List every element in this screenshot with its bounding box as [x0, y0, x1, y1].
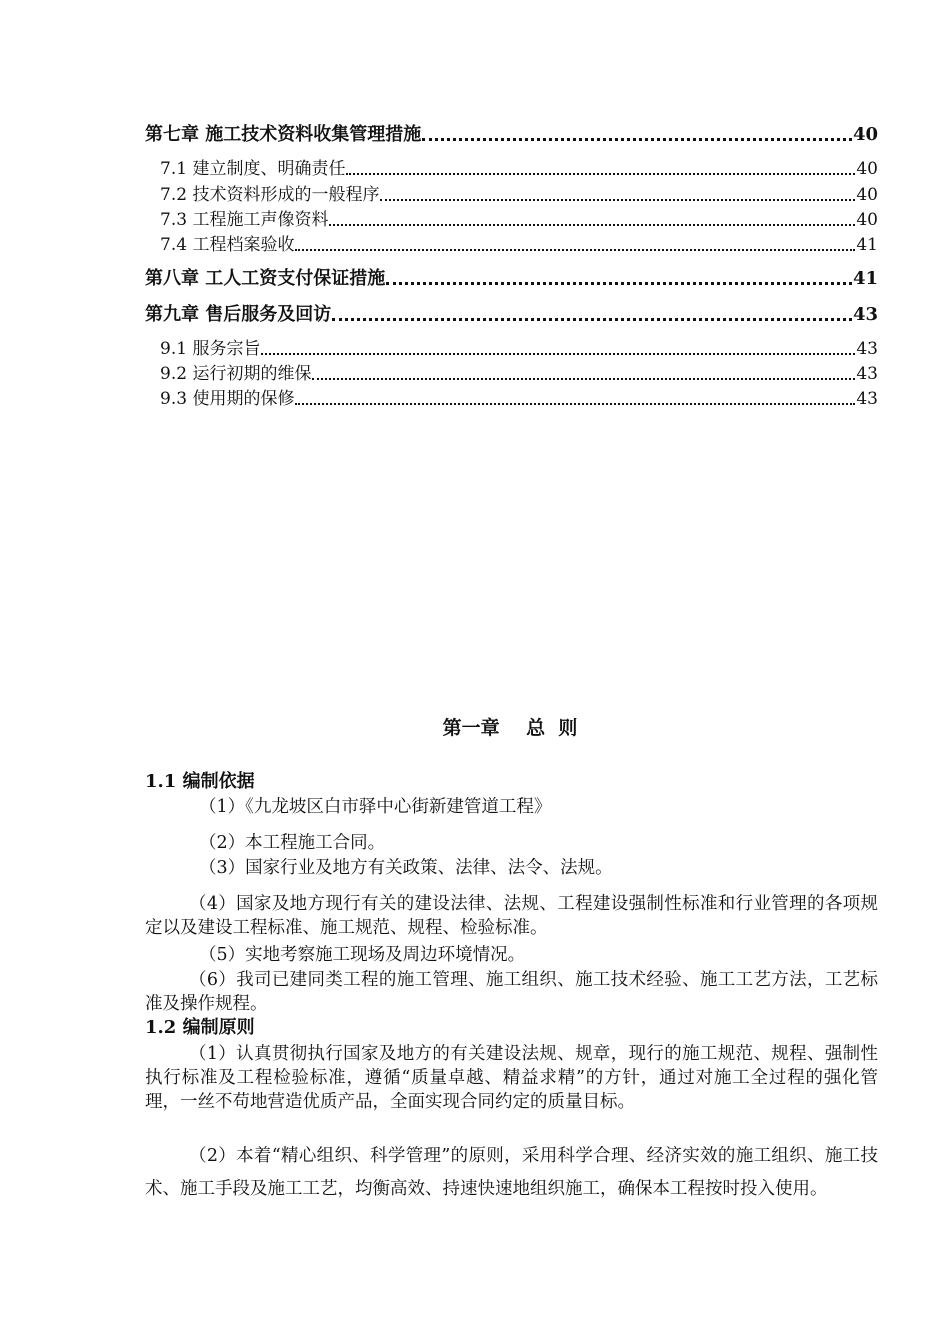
toc-entry-title: 第七章 施工技术资料收集管理措施 [145, 124, 422, 145]
toc-entry-chapter-8[interactable] [145, 268, 878, 290]
toc-leader-dots [329, 224, 855, 226]
toc-entry-section-9-3[interactable] [160, 388, 878, 410]
toc-entry-page: 40 [856, 210, 878, 230]
toc-leader-dots [422, 138, 852, 141]
toc-entry-section-9-2[interactable] [160, 363, 878, 385]
toc-entry-title: 9.3 使用期的保修 [160, 389, 295, 409]
section-heading-1-1: 1.1 编制依据 [145, 771, 255, 792]
basis-item-6: （6）我司已建同类工程的施工管理、施工组织、施工技术经验、施工工艺方法，工艺标准及操作规程。 [145, 970, 878, 1014]
toc-leader-dots [346, 173, 855, 175]
basis-item-4: （4）国家及地方现行有关的建设法律、法规、工程建设强制性标准和行业管理的各项规定以及建设工程标准、施工规范、规程、检验标准。 [145, 894, 878, 938]
principle-item-2: （2）本着“精心组织、科学管理”的原则，采用科学合理、经济实效的施工组织、施工技术、施工手段及施工工艺，均衡高效、持速快速地组织施工，确保本工程按时投入使用。 [145, 1146, 878, 1199]
toc-entry-title: 9.2 运行初期的维保 [160, 364, 312, 384]
toc-entry-page: 40 [852, 124, 878, 145]
toc-entry-title: 7.1 建立制度、明确责任 [160, 159, 346, 179]
principle-item-1: （1）认真贯彻执行国家及地方的有关建设法规、规章，现行的施工规范、规程、强制性执行标准及工程检验标准，遵循“质量卓越、精益求精”的方针，通过对施工全过程的强化管理，一丝不苟地营造优质产品，全面实现合同约定的质量目标。 [145, 1044, 878, 1112]
toc-entry-title: 9.1 服务宗旨 [160, 339, 261, 359]
toc-entry-section-7-3[interactable] [160, 209, 878, 231]
toc-leader-dots [295, 249, 855, 251]
toc-entry-title: 7.4 工程档案验收 [160, 235, 295, 255]
toc-entry-section-7-4[interactable] [160, 234, 878, 256]
toc-entry-page: 40 [856, 185, 878, 205]
toc-leader-dots [312, 378, 855, 380]
toc-entry-page: 43 [856, 339, 878, 359]
toc-entry-page: 43 [856, 389, 878, 409]
basis-item-2: （2）本工程施工合同。 [199, 833, 386, 853]
toc-entry-title: 7.2 技术资料形成的一般程序 [160, 185, 380, 205]
toc-entry-section-7-2[interactable] [160, 184, 878, 206]
toc-entry-title: 第九章 售后服务及回访 [145, 304, 332, 325]
toc-leader-dots [261, 353, 855, 355]
toc-leader-dots [332, 318, 852, 321]
toc-entry-title: 第八章 工人工资支付保证措施 [145, 268, 386, 289]
toc-entry-chapter-7[interactable] [145, 124, 878, 146]
toc-entry-chapter-9[interactable] [145, 304, 878, 326]
toc-leader-dots [295, 403, 855, 405]
basis-item-1: （1）《九龙坡区白市驿中心街新建管道工程》 [199, 797, 552, 817]
toc-entry-page: 40 [856, 159, 878, 179]
toc-leader-dots [386, 282, 852, 285]
toc-entry-section-7-1[interactable] [160, 158, 878, 180]
basis-item-5: （5）实地考察施工现场及周边环境情况。 [199, 945, 526, 965]
toc-leader-dots [380, 199, 855, 201]
toc-entry-page: 41 [856, 235, 878, 255]
toc-entry-page: 43 [852, 304, 878, 325]
toc-entry-page: 41 [852, 268, 878, 289]
chapter-heading: 第一章 总 则 [442, 717, 578, 739]
basis-item-3: （3）国家行业及地方有关政策、法律、法令、法规。 [199, 858, 613, 878]
toc-entry-page: 43 [856, 364, 878, 384]
toc-entry-section-9-1[interactable] [160, 338, 878, 360]
section-heading-1-2: 1.2 编制原则 [145, 1017, 255, 1038]
toc-entry-title: 7.3 工程施工声像资料 [160, 210, 329, 230]
